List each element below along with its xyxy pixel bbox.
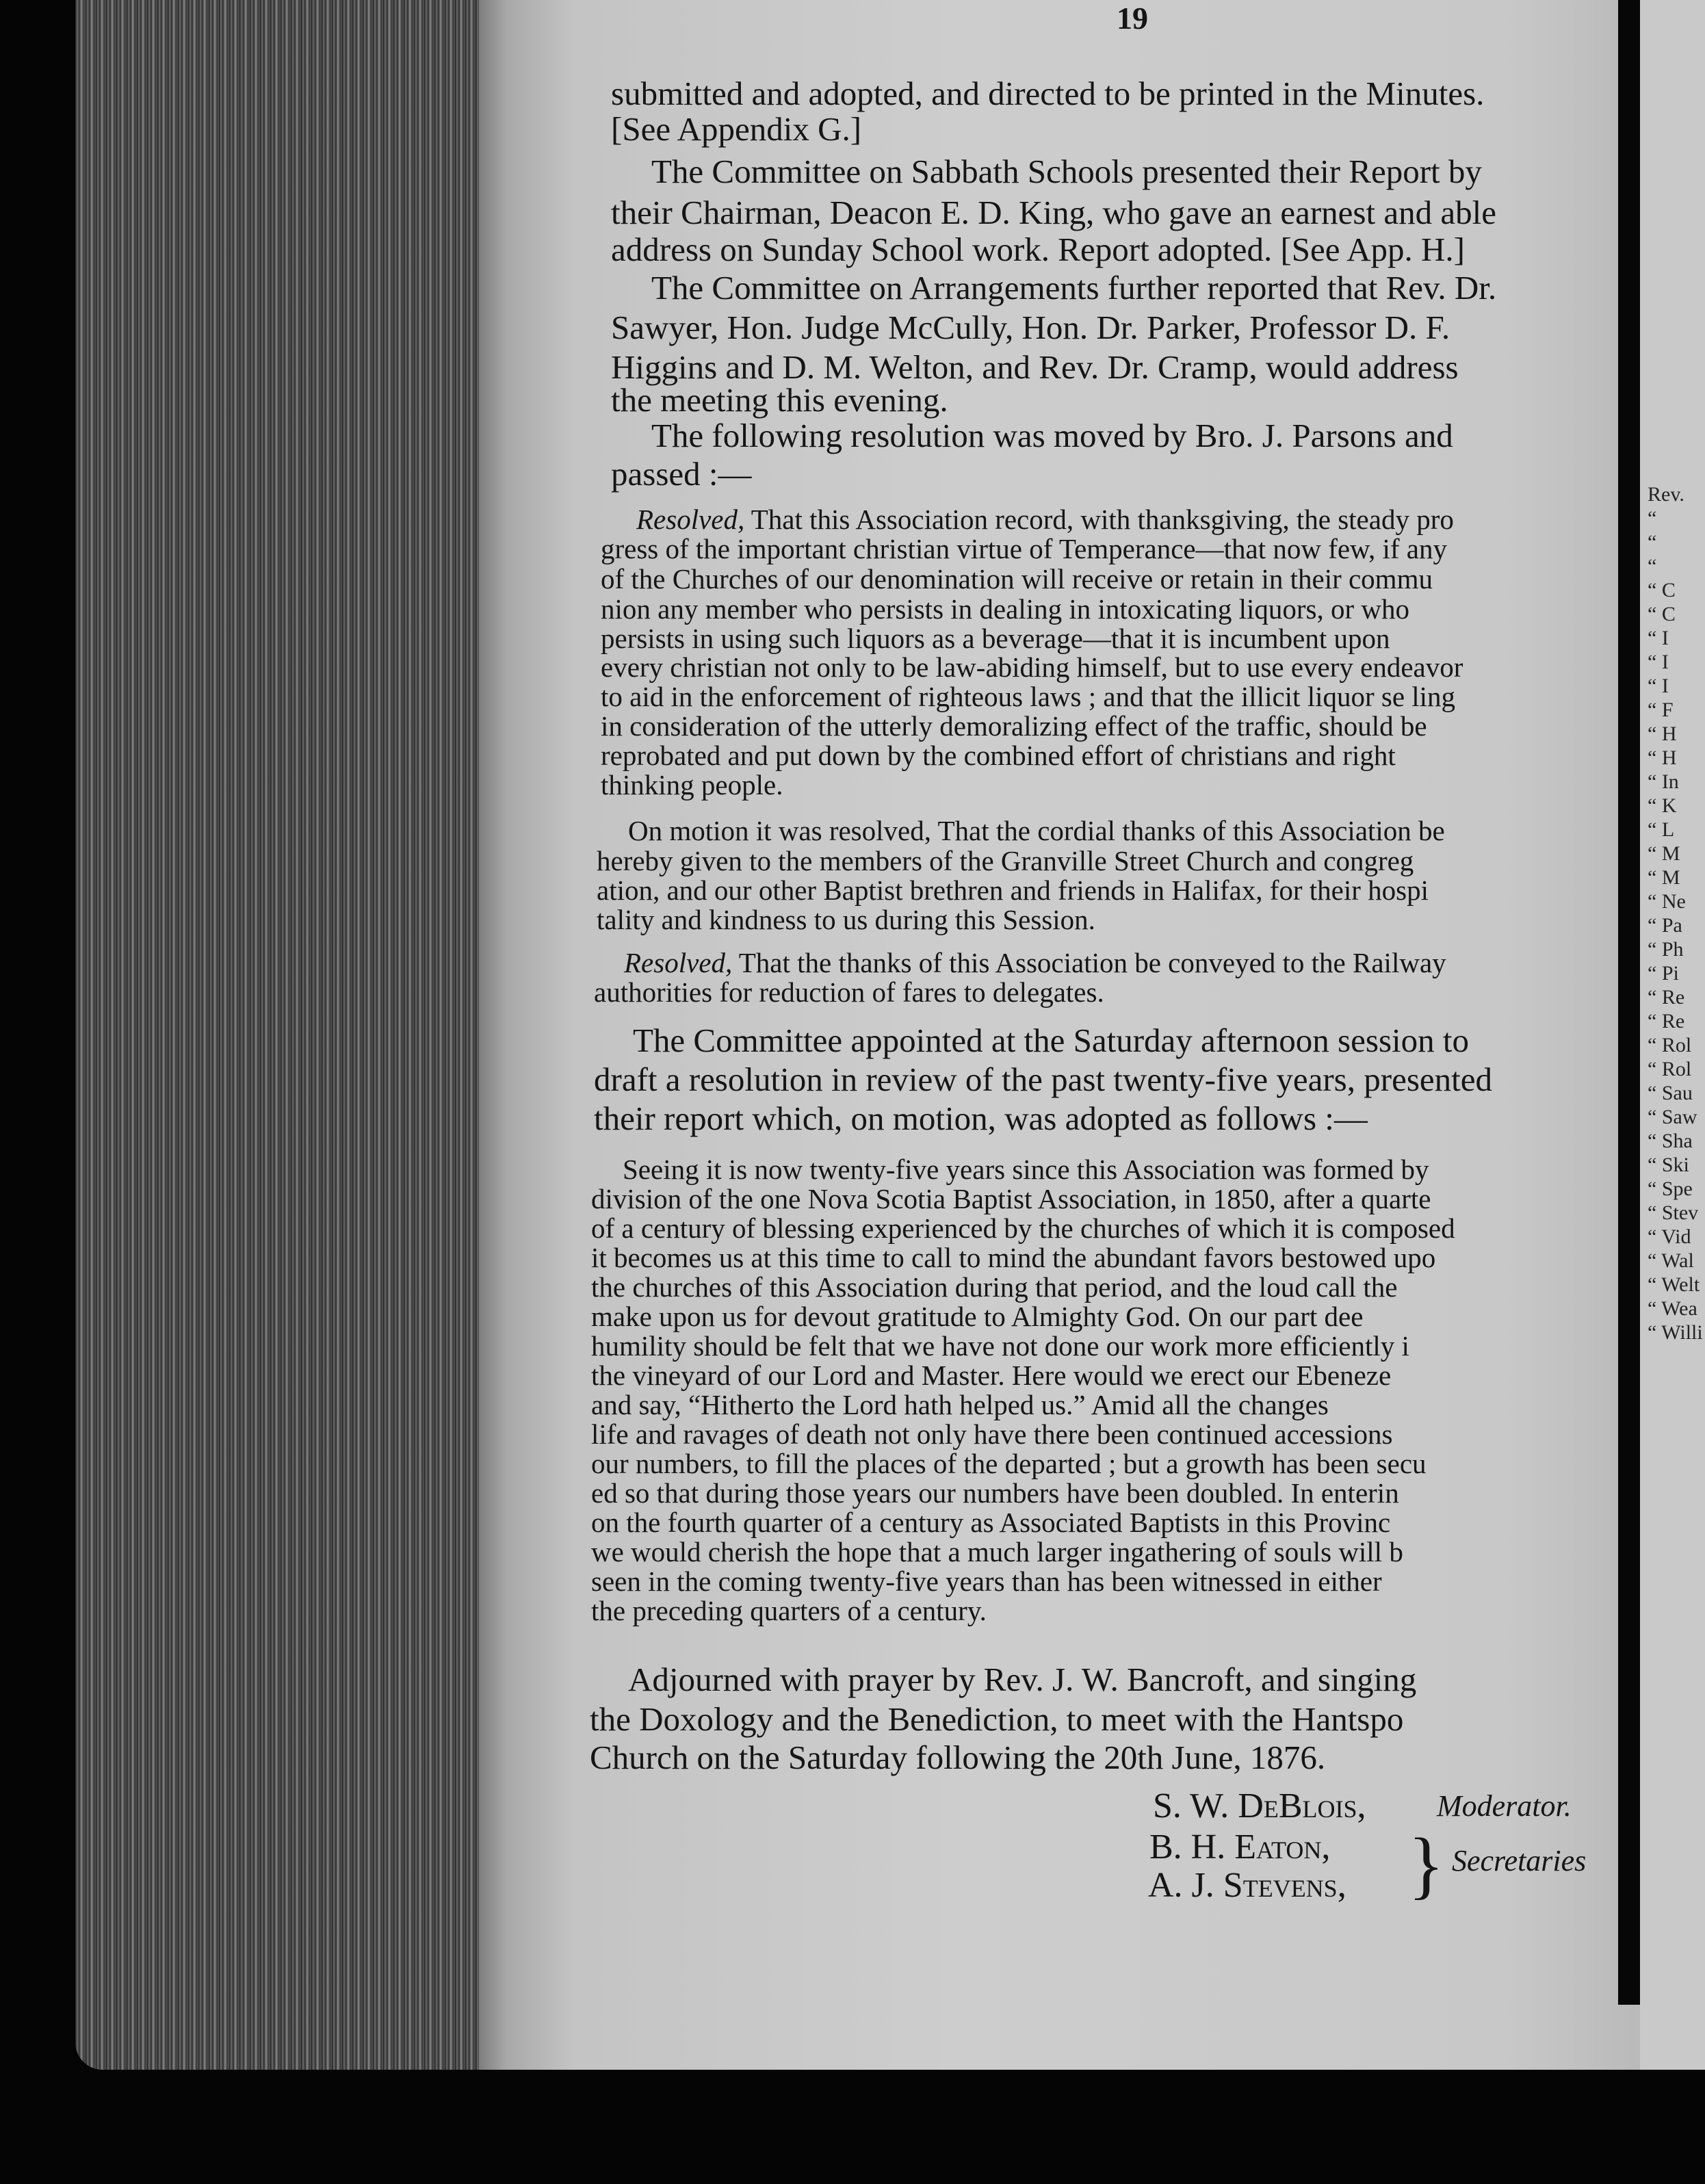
fragment: “ Spe — [1648, 1178, 1693, 1200]
text-line: The following resolution was moved by Bro. J. Parsons and — [651, 417, 1453, 454]
text-line: authorities for reduction of fares to delegates. — [594, 976, 1104, 1008]
text-line: That this Association record, with thanksgiving, the steady pro — [751, 504, 1454, 535]
fragment: “ Ne — [1648, 890, 1686, 913]
fragment: “ I — [1648, 675, 1669, 697]
moderator-title: Moderator. — [1437, 1789, 1572, 1823]
fragment: “ Sha — [1648, 1130, 1693, 1152]
text-line: the preceding quarters of a century. — [591, 1595, 987, 1626]
text-line: tality and kindness to us during this Session. — [597, 904, 1095, 935]
text-line: of a century of blessing experienced by the churches of which it is composed — [591, 1212, 1455, 1244]
text-line: in consideration of the utterly demoralizing effect of the traffic, should be — [601, 710, 1427, 742]
text-line: [See Appendix G.] — [611, 110, 862, 148]
book-gutter — [1618, 0, 1640, 2005]
fragment: “ Wea — [1648, 1297, 1697, 1320]
fragment: “ H — [1648, 723, 1677, 745]
fragment: “ Wal — [1648, 1249, 1694, 1272]
text-line: On motion it was resolved, That the cordial thanks of this Association be — [628, 815, 1445, 846]
fragment: “ Vid — [1648, 1225, 1691, 1248]
text-line: seen in the coming twenty-five years than has been witnessed in either — [591, 1565, 1382, 1597]
fragment: “ M — [1648, 842, 1680, 865]
fragment: “ Ski — [1648, 1154, 1689, 1176]
page-edges-stack — [75, 0, 499, 2070]
text-line: on the fourth quarter of a century as Associated Baptists in this Provinc — [591, 1507, 1391, 1538]
text-line: we would cherish the hope that a much larger ingathering of souls will b — [591, 1536, 1403, 1568]
fragment: “ Pi — [1648, 962, 1679, 985]
text-line: Church on the Saturday following the 20th June, 1876. — [590, 1739, 1326, 1776]
text-line: persists in using such liquors as a beverage—that it is incumbent upon — [601, 623, 1390, 654]
text-line: nion any member who persists in dealing in intoxicating liquors, or who — [601, 593, 1409, 625]
fragment: “ Welt — [1648, 1273, 1700, 1296]
secretary-name: B. H. Eaton, — [1149, 1828, 1331, 1867]
fragment: “ I — [1648, 627, 1669, 649]
text-line: the Doxology and the Benediction, to meet with the Hantspo — [590, 1700, 1404, 1738]
text-line: their report which, on motion, was adopted as follows :— — [594, 1100, 1368, 1137]
text-line: division of the one Nova Scotia Baptist Association, in 1850, after a quarte — [591, 1183, 1431, 1214]
text-line: Sawyer, Hon. Judge McCully, Hon. Dr. Parker, Professor D. F. — [611, 309, 1450, 346]
text-line: Seeing it is now twenty-five years since this Association was formed by — [623, 1154, 1429, 1185]
fragment: “ K — [1648, 794, 1677, 817]
text-line: Adjourned with prayer by Rev. J. W. Bancroft, and singing — [628, 1661, 1417, 1698]
fragment: “ Re — [1648, 1010, 1685, 1032]
text-line: life and ravages of death not only have there been continued accessions — [591, 1418, 1393, 1450]
fragment: “ Stev — [1648, 1201, 1699, 1224]
fragment: “ Sau — [1648, 1082, 1693, 1104]
text-line: the meeting this evening. — [611, 381, 948, 419]
fragment: “ — [1648, 507, 1657, 530]
text-line: Higgins and D. M. Welton, and Rev. Dr. Cramp, would address — [611, 348, 1459, 386]
fragment: “ M — [1648, 866, 1680, 889]
text-line: thinking people. — [601, 769, 783, 801]
text-line: humility should be felt that we have not done our work more efficiently i — [591, 1330, 1409, 1362]
text-line: ation, and our other Baptist brethren and friends in Halifax, for their hospi — [597, 874, 1429, 906]
fragment: “ Saw — [1648, 1106, 1697, 1128]
text-line: every christian not only to be law-abiding himself, but to use every endeavor — [601, 651, 1463, 683]
fragment: “ Pa — [1648, 914, 1682, 937]
text-line: The Committee on Sabbath Schools presented their Report by — [651, 153, 1482, 190]
fragment: “ Ph — [1648, 938, 1684, 961]
resolved-label: Resolved, — [636, 504, 745, 535]
text-line: The Committee appointed at the Saturday afternoon session to — [633, 1022, 1469, 1059]
fragment: “ Rol — [1648, 1034, 1692, 1056]
secretary-name: A. J. Stevens, — [1148, 1866, 1346, 1905]
fragment: “ C — [1648, 603, 1676, 625]
text-line: That the thanks of this Association be conveyed to the Railway — [738, 947, 1446, 978]
text-line: and say, “Hitherto the Lord hath helped us.” Amid all the changes — [591, 1389, 1329, 1420]
text-line: their Chairman, Deacon E. D. King, who gave an earnest and able — [611, 194, 1496, 231]
fragment: Rev. — [1648, 483, 1684, 506]
fragment: “ I — [1648, 651, 1669, 673]
text-line: to aid in the enforcement of righteous laws ; and that the illicit liquor se ling — [601, 681, 1456, 712]
text-line: submitted and adopted, and directed to be printed in the Minutes. — [611, 75, 1485, 112]
fragment: “ — [1648, 531, 1657, 554]
fragment: “ L — [1648, 818, 1675, 841]
fragment: “ H — [1648, 746, 1677, 769]
text-line: the vineyard of our Lord and Master. Here would we erect our Ebeneze — [591, 1360, 1392, 1391]
fragment: “ Rol — [1648, 1058, 1692, 1080]
fragment: “ In — [1648, 770, 1679, 793]
resolved-label: Resolved, — [624, 947, 733, 978]
text-line: our numbers, to fill the places of the departed ; but a growth has been secu — [591, 1448, 1427, 1479]
secretaries-title: Secretaries — [1452, 1844, 1587, 1877]
text-line: hereby given to the members of the Granville Street Church and congreg — [597, 845, 1414, 876]
text-line: of the Churches of our denomination will receive or retain in their commu — [601, 563, 1433, 595]
text-line: The Committee on Arrangements further reported that Rev. Dr. — [651, 269, 1497, 307]
text-line: it becomes us at this time to call to mind the abundant favors bestowed upo — [591, 1242, 1436, 1273]
text-line: the churches of this Association during that period, and the loud call the — [591, 1271, 1398, 1303]
fragment: “ Willi — [1648, 1321, 1703, 1344]
fragment: “ Re — [1648, 986, 1685, 1009]
fragment: “ C — [1648, 579, 1676, 601]
text-line: gress of the important christian virtue of Temperance—that now few, if any — [601, 533, 1447, 564]
text-line: make upon us for devout gratitude to Almighty God. On our part dee — [591, 1301, 1364, 1332]
brace-glyph: } — [1408, 1823, 1444, 1906]
text-line: draft a resolution in review of the past twenty-five years, presented — [594, 1061, 1492, 1098]
fragment: “ F — [1648, 699, 1674, 721]
moderator-name: S. W. DeBlois, — [1153, 1786, 1366, 1825]
scan-background-bottom — [0, 2070, 1705, 2184]
text-line: reprobated and put down by the combined effort of christians and right — [601, 740, 1396, 771]
page-number: 19 — [1117, 1, 1148, 36]
text-line: passed :— — [611, 455, 752, 493]
text-line: address on Sunday School work. Report adopted. [See App. H.] — [611, 231, 1465, 268]
fragment: “ — [1648, 555, 1657, 577]
text-line: ed so that during those years our numbers have been doubled. In enterin — [591, 1477, 1399, 1509]
